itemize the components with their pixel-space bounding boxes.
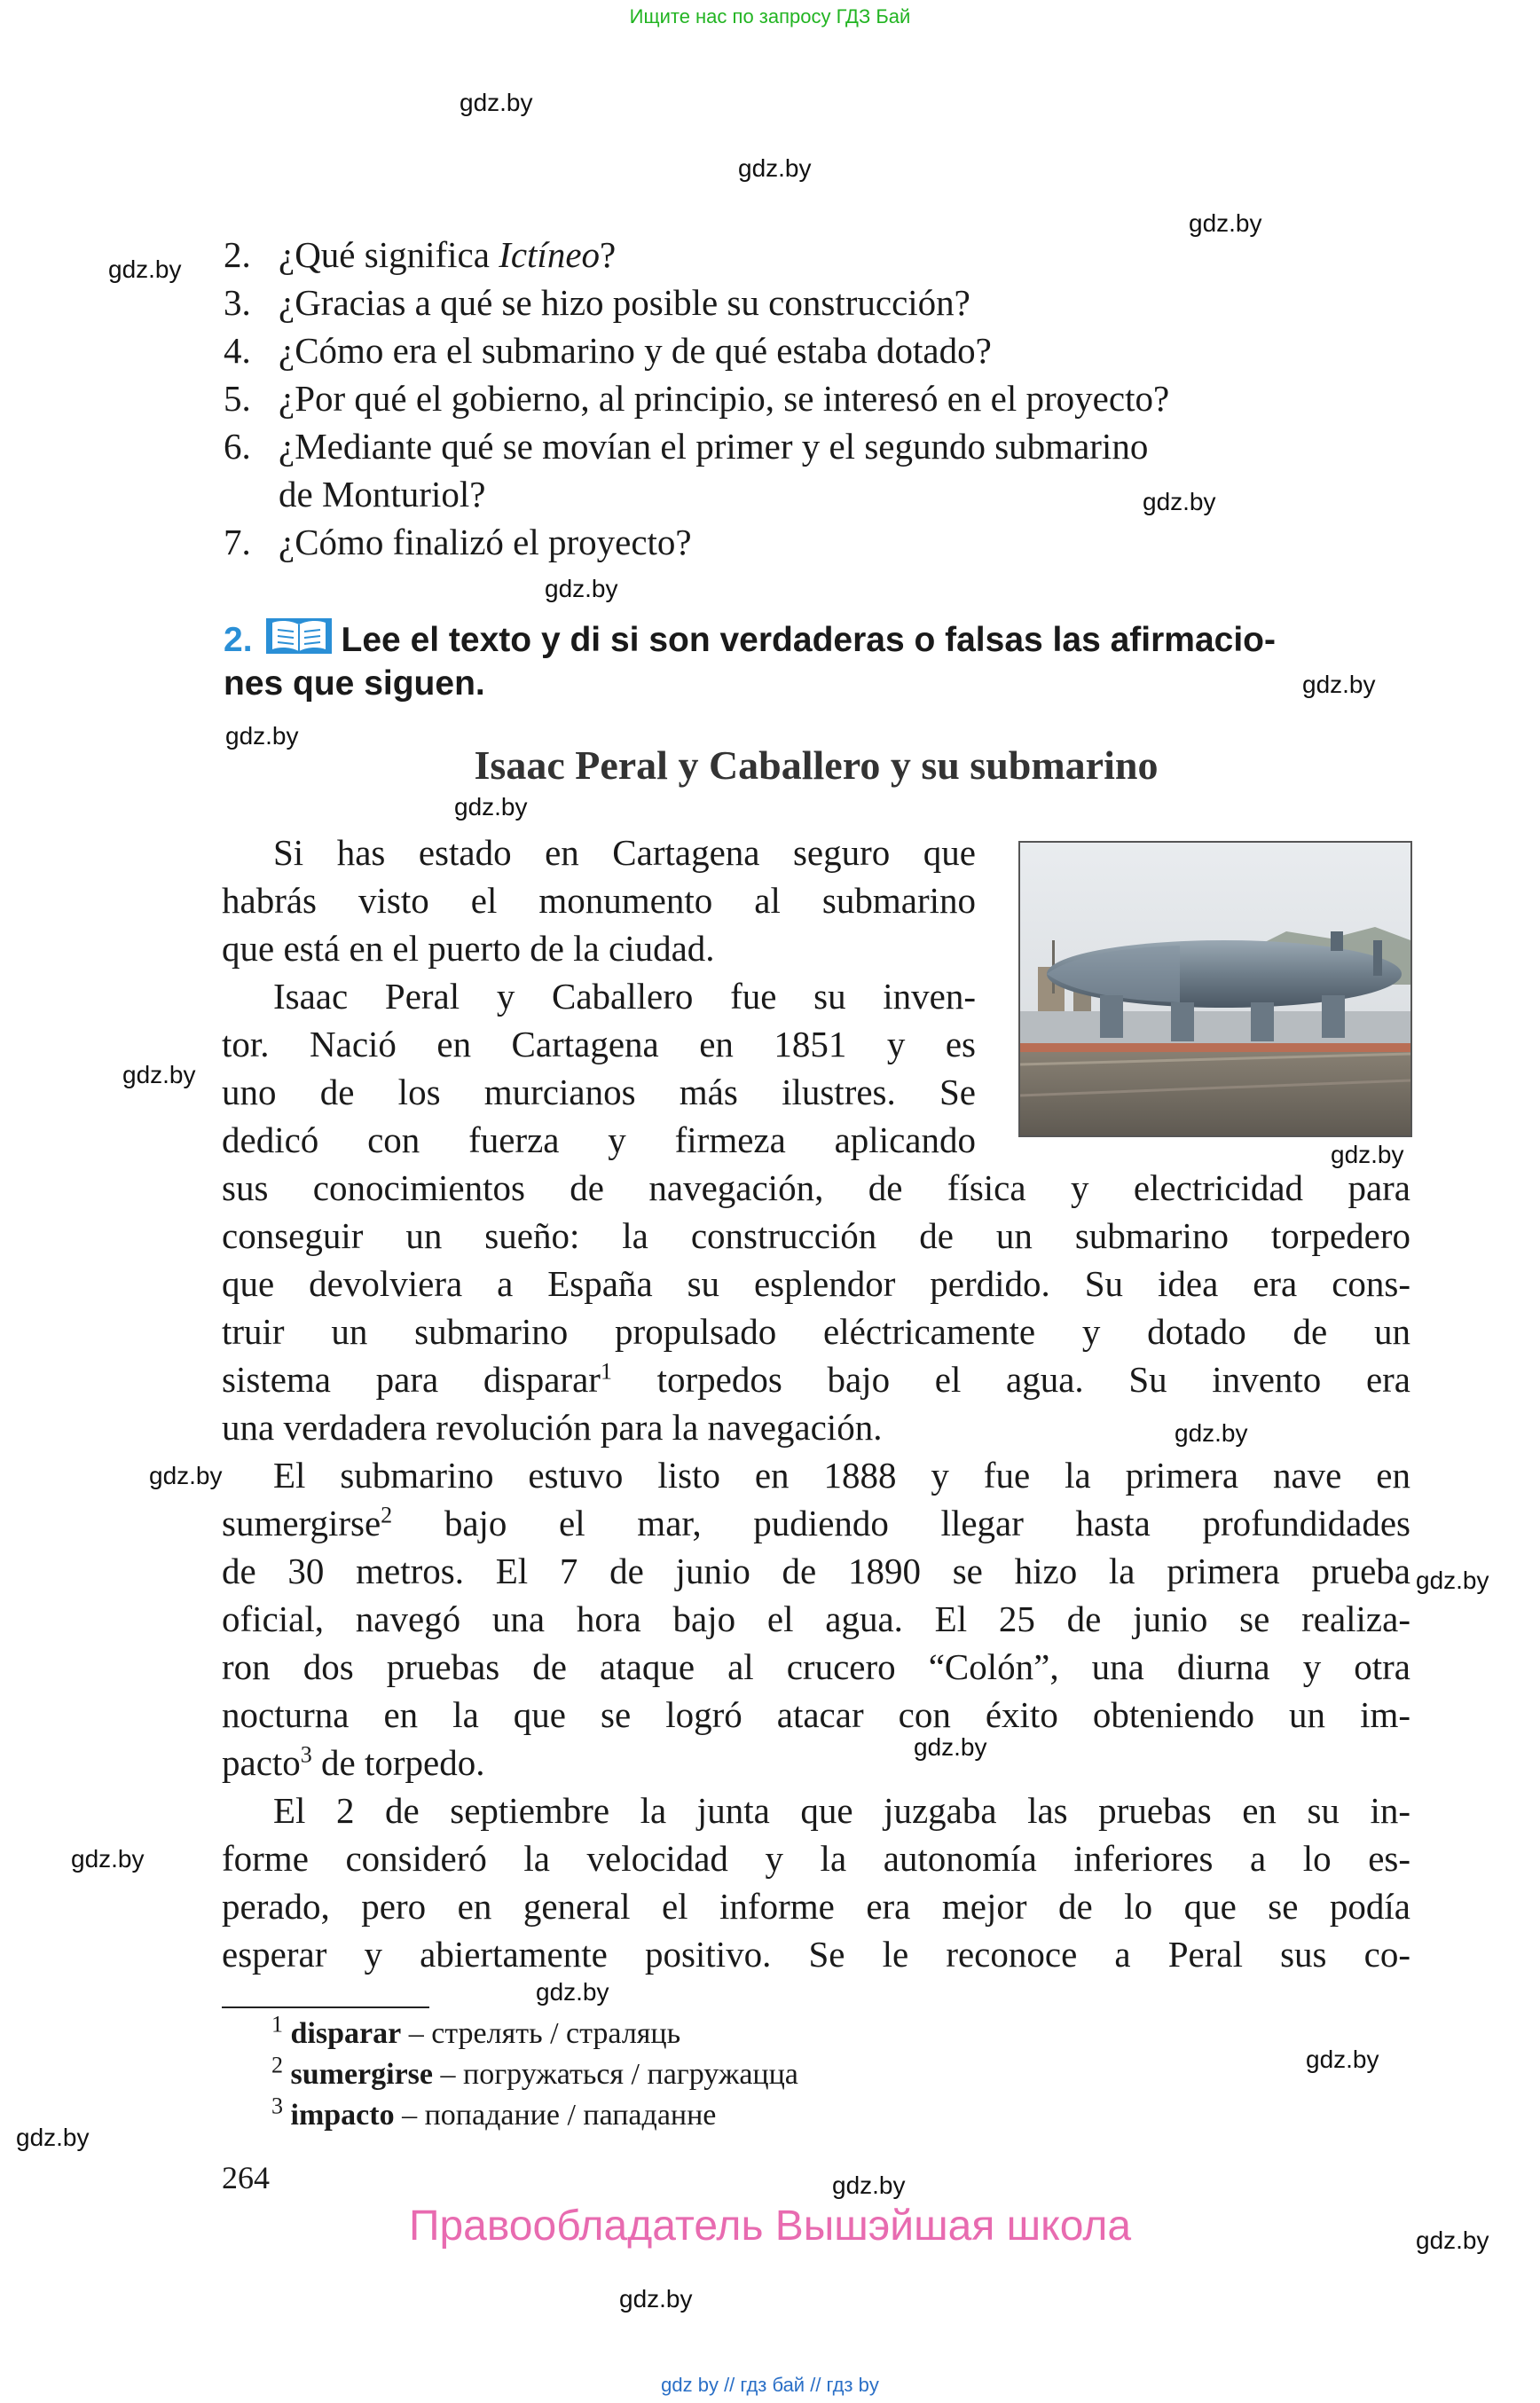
footnote: $^2$ sumergirse – погружаться / пагружацца: [271, 2052, 798, 2091]
task-instruction: 2. Lee el texto y di si son verdaderas o falsas las afirmacio-: [224, 617, 1412, 666]
watermark: gdz.by: [16, 2124, 90, 2151]
article-paragraph: Isaac Peral y Caballero fue su inven- tor. Nació en Cartagena en 1851 y es uno de los murcianos más ilustres. Se dedicó con fuerza y firmeza aplicando: [222, 976, 976, 1160]
article-paragraph-cont: sus conocimientos de navegación, de física y electricidad para conseguir un sueño: la construcción de un submarino torpedero que devolviera a España su esplendor perdido. Su idea era cons- truir un submarino propulsado eléctricamente y dotado de un sistema para disparar$^1$ torpedos bajo el agua. Su invento era una verdadera revolución para la navegación. El submarino estuvo listo en 1888 y fue la primera nave en sumergirse$^2$ bajo el mar, pudiendo llegar hasta profundidades de 30 metros. El 7 de junio de 1890 se hizo la primera prueba oficial, navegó una hora bajo el agua. El 25 de junio se realiza- ron dos pruebas de ataque al crucero “Colón”, una diurna y otra nocturna en la que se logró atacar con éxito obteniendo un im- pacto$^3$ de torpedo. El 2 de septiembre la junta que juzgaba las pruebas en su in- forme consideró la velocidad y la autonomía inferiores a lo es- perado, pero en general el informe era mejor de lo que se podía esperar y abiertamente positivo. Se le reconoce a Peral sus co-: [222, 1167, 1411, 1975]
question-item: 4. ¿Cómo era el submarino y de qué estaba dotado?: [224, 330, 992, 371]
question-item-continuation: de Monturiol?: [279, 474, 486, 514]
submarine-photo: [1018, 841, 1412, 1137]
watermark: gdz.by: [914, 1733, 987, 1761]
question-item: 7. ¿Cómo finalizó el proyecto?: [224, 522, 692, 562]
watermark: gdz.by: [1143, 488, 1216, 515]
watermark: gdz.by: [1416, 2226, 1489, 2254]
watermark: gdz.by: [536, 1978, 609, 2006]
question-item: 6. ¿Mediante qué se movían el primer y el segundo submarino: [224, 426, 1149, 467]
watermark: gdz.by: [619, 2285, 693, 2313]
open-book-icon: [265, 617, 333, 666]
watermark: gdz.by: [1189, 209, 1262, 237]
question-item: 5. ¿Por qué el gobierno, al principio, se interesó en el proyecto?: [224, 378, 1170, 419]
watermark: gdz.by: [225, 722, 299, 750]
question-item: 2. ¿Qué significa Ictíneo?: [224, 234, 617, 275]
page-number: 264: [222, 2160, 270, 2195]
watermark: gdz.by: [1302, 671, 1376, 698]
watermark: gdz.by: [149, 1462, 223, 1489]
watermark: gdz.by: [545, 575, 618, 602]
watermark: gdz.by: [454, 793, 528, 821]
footnote: $^3$ impacto – попадание / пападанне: [271, 2093, 717, 2132]
watermark: gdz.by: [738, 154, 812, 182]
watermark: gdz.by: [1175, 1419, 1248, 1447]
watermark: gdz.by: [1306, 2046, 1379, 2073]
watermark: gdz.by: [1331, 1141, 1404, 1168]
task-number: 2.: [224, 621, 253, 659]
watermark: gdz.by: [1416, 1567, 1489, 1594]
watermark: gdz.by: [108, 255, 182, 283]
watermark: gdz.by: [460, 89, 533, 116]
watermark: gdz.by: [832, 2171, 906, 2199]
bottom-links[interactable]: gdz by // гдз бай // гдз by: [661, 2374, 879, 2396]
article-paragraph: Si has estado en Cartagena seguro que habrás visto el monumento al submarino que está en el puerto de la ciudad.: [222, 832, 976, 969]
footnote-divider: [222, 2006, 429, 2008]
watermark: gdz.by: [122, 1061, 196, 1088]
top-banner[interactable]: Ищите нас по запросу ГДЗ Бай: [629, 5, 911, 27]
watermark: gdz.by: [71, 1845, 145, 1873]
footnote: $^1$ disparar – стрелять / страляць: [271, 2011, 681, 2050]
article-title: Isaac Peral y Caballero y su submarino: [474, 742, 1159, 788]
question-item: 3. ¿Gracias a qué se hizo posible su construcción?: [224, 282, 970, 323]
task-instruction-cont: nes que siguen.: [224, 664, 485, 703]
copyright-notice: Правообладатель Вышэйшая школа: [408, 2203, 1132, 2250]
